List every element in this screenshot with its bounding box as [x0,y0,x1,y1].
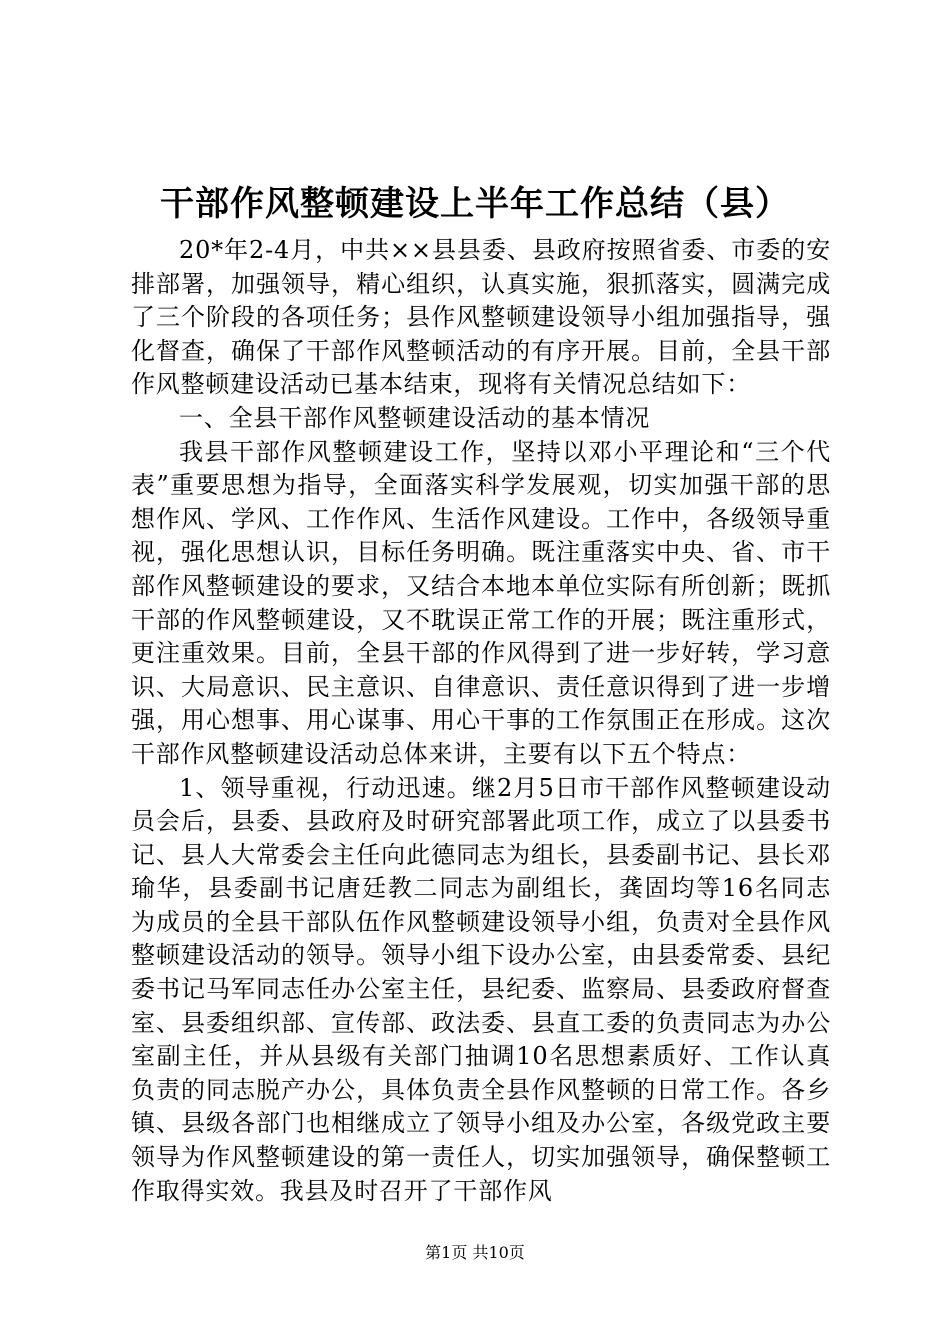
section-heading-1: 一、全县干部作风整顿建设活动的基本情况 [179,403,651,432]
paragraph-intro: 20*年2-4月，中共××县县委、县政府按照省委、市委的安排部署，加强领导，精心组织，认真实施，狠抓落实，圆满完成了三个阶段的各项任务；县作风整顿建设领导小组加强指导，强化督查，确保了干部作风整顿活动的有序开展。目前，全县干部作风整顿建设活动已基本结束，现将有关情况总结如下： [131,236,831,399]
paragraph-overview: 我县干部作风整顿建设工作，坚持以邓小平理论和“三个代表”重要思想为指导，全面落实科学发展观，切实加强干部的思想作风、学风、工作作风、生活作风建设。工作中，各级领导重视，强化思想认识，目标任务明确。既注重落实中央、省、市干部作风整顿建设的要求，又结合本地本单位实际有所创新；既抓干部的作风整顿建设，又不耽误正常工作的开展；既注重形式，更注重效果。目前，全县干部的作风得到了进一步好转，学习意识、大局意识、民主意识、自律意识、责任意识得到了进一步增强，用心想事、用心谋事、用心干事的工作氛围正在形成。这次干部作风整顿建设活动总体来讲，主要有以下五个特点： [131,437,831,768]
document-body [131,234,831,1208]
document-title: 干部作风整顿建设上半年工作总结（县） [160,184,790,224]
paragraph-point-1: 1、领导重视，行动迅速。继2月5日市干部作风整顿建设动员会后，县委、县政府及时研究部署此项工作，成立了以县委书记、县人大常委会主任向此德同志为组长，县委副书记、县长邓瑜华，县委副书记唐廷教二同志为副组长，龚固均等16名同志为成员的全县干部队伍作风整顿建设领导小组，负责对全县作风整顿建设活动的领导。领导小组下设办公室，由县委常委、县纪委书记马军同志任办公室主任，县纪委、监察局、县委政府督查室、县委组织部、宣传部、政法委、县直工委的负责同志为办公室副主任，并从县级有关部门抽调10名思想素质好、工作认真负责的同志脱产办公，具体负责全县作风整顿的日常工作。各乡镇、县级各部门也相继成立了领导小组及办公室，各级党政主要领导为作风整顿建设的第一责任人，切实加强领导，确保整顿工作取得实效。我县及时召开了干部作风 [131,773,831,1205]
page-footer: 第1页 共10页 [425,1243,525,1262]
